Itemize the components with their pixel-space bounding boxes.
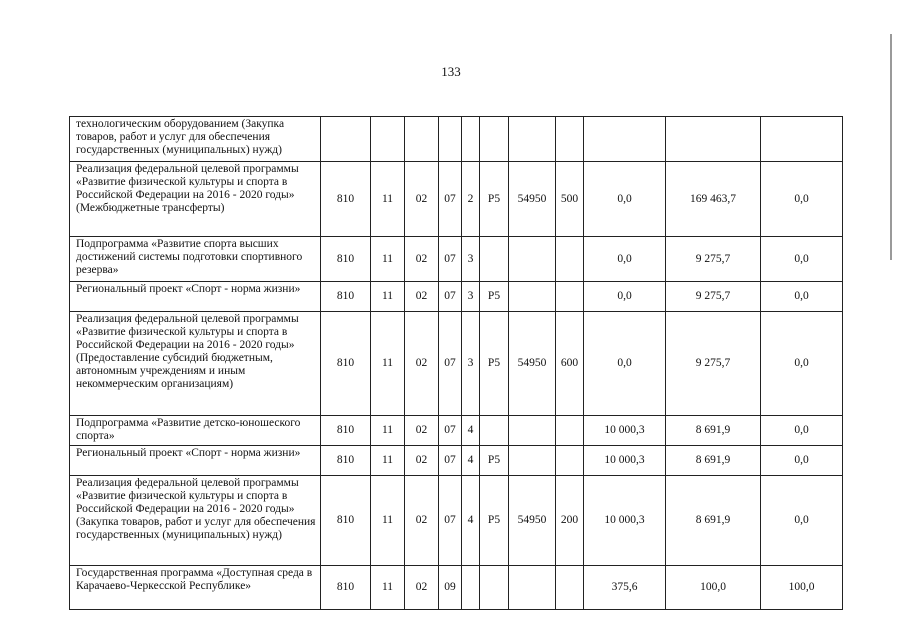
subsection-code: 02 [405,237,439,282]
scan-edge-line [890,34,892,260]
subsection-code: 02 [405,476,439,566]
section-code: 11 [371,566,405,610]
expense-type-code: 200 [556,476,584,566]
direction-code [509,566,556,610]
subsection-code [405,117,439,162]
ministry-code: 810 [321,312,371,416]
amount-year-2: 9 275,7 [666,237,761,282]
section-code: 11 [371,312,405,416]
budget-table [69,116,843,610]
expense-type-code [556,566,584,610]
table-row [70,566,843,610]
expense-type-code: 600 [556,312,584,416]
subsection-code: 02 [405,282,439,312]
direction-code [509,282,556,312]
direction-code [509,117,556,162]
section-code [371,117,405,162]
subprogram-code [462,117,480,162]
ministry-code: 810 [321,282,371,312]
table-row [70,162,843,237]
program-code: 07 [439,162,462,237]
table-row [70,446,843,476]
program-code: 07 [439,312,462,416]
subprogram-code: 4 [462,416,480,446]
project-code [480,237,509,282]
row-name: Подпрограмма «Развитие детско-юношеского спорта» [70,416,321,446]
amount-year-3 [761,117,843,162]
ministry-code: 810 [321,446,371,476]
project-code [480,566,509,610]
project-code: P5 [480,282,509,312]
direction-code: 54950 [509,476,556,566]
ministry-code: 810 [321,416,371,446]
amount-year-2: 169 463,7 [666,162,761,237]
subprogram-code [462,566,480,610]
table-row [70,476,843,566]
project-code: P5 [480,476,509,566]
table-row [70,312,843,416]
direction-code: 54950 [509,162,556,237]
project-code [480,416,509,446]
amount-year-2: 100,0 [666,566,761,610]
expense-type-code [556,237,584,282]
section-code: 11 [371,162,405,237]
section-code: 11 [371,237,405,282]
section-code: 11 [371,416,405,446]
row-name: Реализация федеральной целевой программы «Развитие физической культуры и спорта в Российской Федерации на 2016 - 2020 годы» (Закупка товаров, работ и услуг для обеспечения государственных (муниципальных) нужд) [70,476,321,566]
amount-year-2: 9 275,7 [666,312,761,416]
table-row [70,117,843,162]
amount-year-1: 0,0 [584,312,666,416]
subsection-code: 02 [405,446,439,476]
amount-year-1: 375,6 [584,566,666,610]
amount-year-3: 0,0 [761,476,843,566]
row-name: Региональный проект «Спорт - норма жизни» [70,282,321,312]
subprogram-code: 3 [462,237,480,282]
subprogram-code: 4 [462,476,480,566]
row-name: Региональный проект «Спорт - норма жизни» [70,446,321,476]
direction-code [509,416,556,446]
ministry-code: 810 [321,162,371,237]
subsection-code: 02 [405,162,439,237]
expense-type-code [556,446,584,476]
amount-year-3: 0,0 [761,282,843,312]
table-row [70,282,843,312]
subprogram-code: 3 [462,312,480,416]
direction-code: 54950 [509,312,556,416]
amount-year-2: 8 691,9 [666,446,761,476]
expense-type-code: 500 [556,162,584,237]
direction-code [509,446,556,476]
expense-type-code [556,416,584,446]
project-code: P5 [480,312,509,416]
expense-type-code [556,117,584,162]
amount-year-1: 0,0 [584,237,666,282]
amount-year-2 [666,117,761,162]
amount-year-2: 9 275,7 [666,282,761,312]
subprogram-code: 4 [462,446,480,476]
amount-year-1: 10 000,3 [584,416,666,446]
program-code: 09 [439,566,462,610]
amount-year-2: 8 691,9 [666,416,761,446]
amount-year-1: 0,0 [584,282,666,312]
subprogram-code: 2 [462,162,480,237]
amount-year-3: 0,0 [761,312,843,416]
program-code: 07 [439,446,462,476]
program-code: 07 [439,476,462,566]
amount-year-3: 0,0 [761,162,843,237]
amount-year-1: 0,0 [584,162,666,237]
project-code [480,117,509,162]
amount-year-3: 0,0 [761,416,843,446]
project-code: P5 [480,162,509,237]
amount-year-1: 10 000,3 [584,476,666,566]
section-code: 11 [371,282,405,312]
row-name: Реализация федеральной целевой программы «Развитие физической культуры и спорта в Российской Федерации на 2016 - 2020 годы» (Межбюджетные трансферты) [70,162,321,237]
direction-code [509,237,556,282]
program-code [439,117,462,162]
expense-type-code [556,282,584,312]
ministry-code [321,117,371,162]
amount-year-3: 100,0 [761,566,843,610]
amount-year-1 [584,117,666,162]
section-code: 11 [371,476,405,566]
subsection-code: 02 [405,312,439,416]
program-code: 07 [439,237,462,282]
row-name: Реализация федеральной целевой программы «Развитие физической культуры и спорта в Российской Федерации на 2016 - 2020 годы» (Предоставление субсидий бюджетным, автономным учреждениям и иным некоммерческим организациям) [70,312,321,416]
subsection-code: 02 [405,566,439,610]
amount-year-2: 8 691,9 [666,476,761,566]
amount-year-3: 0,0 [761,237,843,282]
page-number: 133 [441,64,461,79]
project-code: P5 [480,446,509,476]
section-code: 11 [371,446,405,476]
subsection-code: 02 [405,416,439,446]
row-name: Государственная программа «Доступная среда в Карачаево-Черкесской Республике» [70,566,321,610]
program-code: 07 [439,416,462,446]
row-name: технологическим оборудованием (Закупка товаров, работ и услуг для обеспечения государственных (муниципальных) нужд) [70,117,321,162]
table-row [70,237,843,282]
amount-year-3: 0,0 [761,446,843,476]
ministry-code: 810 [321,476,371,566]
ministry-code: 810 [321,566,371,610]
ministry-code: 810 [321,237,371,282]
row-name: Подпрограмма «Развитие спорта высших достижений системы подготовки спортивного резерва» [70,237,321,282]
table-row [70,416,843,446]
subprogram-code: 3 [462,282,480,312]
amount-year-1: 10 000,3 [584,446,666,476]
program-code: 07 [439,282,462,312]
